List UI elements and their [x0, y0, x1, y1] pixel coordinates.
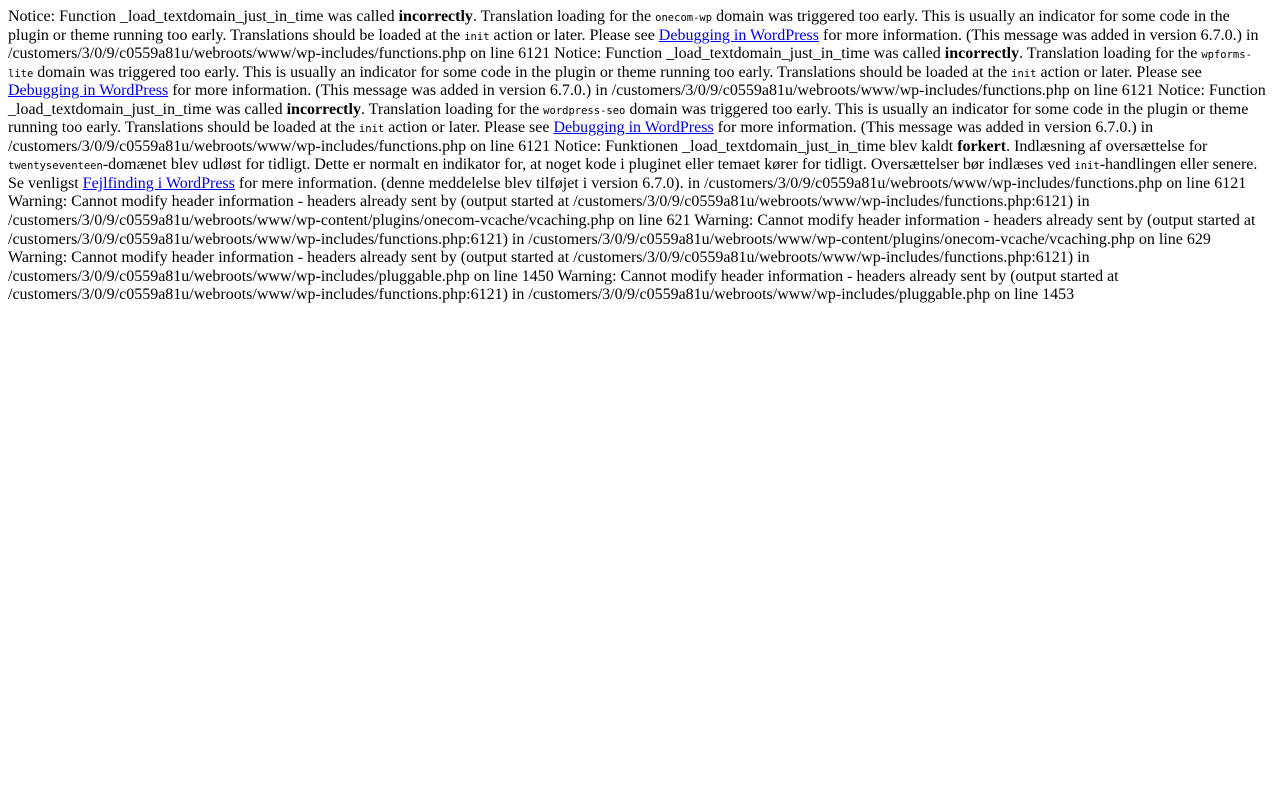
php-error-output [0, 0, 1280, 305]
warning-message: Warning: Cannot modify header information - headers already sent by (output started at /customers/3/0/9/c0559a81u/webroots/www/wp-includes/functions.php:6121) in /customers/3/0/9/c0559a81u/webroots/www/wp-content/plugins/onecom-vcache/vcaching.php on line 629 [8, 212, 1256, 248]
debugging-link[interactable]: Fejlfinding i WordPress [82, 174, 235, 192]
warning-message: Warning: Cannot modify header information - headers already sent by (output started at /customers/3/0/9/c0559a81u/webroots/www/wp-includes/functions.php:6121) in /customers/3/0/9/c0559a81u/webroots/www/wp-includes/pluggable.php on line 1450 [8, 249, 1090, 285]
hook-code: init [1011, 67, 1037, 80]
debugging-link[interactable]: Debugging in WordPress [8, 82, 169, 100]
warning-message: Warning: Cannot modify header information - headers already sent by (output started at /customers/3/0/9/c0559a81u/webroots/www/wp-includes/functions.php:6121) in /customers/3/0/9/c0559a81u/webroots/www/wp-content/plugins/onecom-vcache/vcaching.php on line 621 [8, 193, 1090, 230]
textdomain-code: wpforms-lite [8, 49, 1252, 80]
notice-text: Notice: Function _load_textdomain_just_in_time was called [554, 45, 945, 63]
notice-text: . Translation loading for the [360, 100, 544, 118]
notice-text: -handlingen eller senere. Se venligst [8, 156, 1258, 192]
notice-text: -domænet blev udløst for tidligt. Dette er normalt en indikator for, at noget kode i pluginet eller temaet kører for tidligt. Oversættelser bør indlæses ved [102, 156, 1075, 174]
notice-text: action or later. Please see [489, 26, 659, 44]
hook-code: init [358, 123, 385, 136]
notice-text: Notice: Function _load_textdomain_just_in_time was called [8, 8, 399, 25]
notice-text: . Translation loading for the [472, 8, 656, 25]
notice-text: Notice: Funktionen _load_textdomain_just_in_time blev kaldt [554, 137, 958, 155]
notice-text: domain was triggered too early. This is usually an indicator for some code in the plugin or theme running too early. Translations should be loaded at the [33, 63, 1012, 81]
notice-text: domain was triggered too early. This is usually an indicator for some code in the plugin or theme running too early. Translations should be loaded at the [8, 8, 1230, 44]
notice-text: Notice: Function _load_textdomain_just_in_time was called [8, 82, 1266, 118]
notice-emphasis: incorrectly [398, 8, 473, 25]
textdomain-code: wordpress-seo [543, 104, 626, 117]
debugging-link[interactable]: Debugging in WordPress [658, 26, 819, 44]
notice-text: . Translation loading for the [1019, 45, 1202, 63]
notice-text: for more information. (This message was added in version 6.7.0.) in /customers/3/0/9/c0559a81u/webroots/www/wp-includes/functions.php on line 6121 [8, 119, 1154, 155]
warning-message: Warning: Cannot modify header information - headers already sent by (output started at /customers/3/0/9/c0559a81u/webroots/www/wp-includes/functions.php:6121) in /customers/3/0/9/c0559a81u/webroots/www/wp-includes/pluggable.php on line 1453 [8, 267, 1119, 304]
notice-text: for more information. (This message was added in version 6.7.0.) in /customers/3/0/9/c0559a81u/webroots/www/wp-includes/functions.php on line 6121 [168, 82, 1158, 100]
notice-text: for more information. (This message was added in version 6.7.0.) in /customers/3/0/9/c0559a81u/webroots/www/wp-includes/functions.php on line 6121 [8, 26, 1259, 63]
debugging-link[interactable]: Debugging in WordPress [553, 119, 714, 137]
notice-emphasis: incorrectly [286, 100, 361, 118]
notice-text: for mere information. (denne meddelelse blev tilføjet i version 6.7.0). in /customers/3/0/9/c0559a81u/webroots/www/wp-includes/functions.php on line 6121 [234, 174, 1247, 192]
hook-code: init [464, 30, 490, 43]
notice-text: domain was triggered too early. This is usually an indicator for some code in the plugin or theme running too early. Translations should be loaded at the [8, 100, 1249, 137]
notice-emphasis: forkert [957, 137, 1007, 155]
notice-text: . Indlæsning af oversættelse for [1006, 137, 1208, 155]
notice-text: action or later. Please see [1036, 63, 1202, 81]
textdomain-code: twentyseventeen [8, 160, 103, 173]
hook-code: init [1074, 160, 1100, 173]
textdomain-code: onecom-wp [655, 12, 713, 24]
notice-text: action or later. Please see [384, 119, 554, 137]
notice-emphasis: incorrectly [944, 45, 1020, 63]
